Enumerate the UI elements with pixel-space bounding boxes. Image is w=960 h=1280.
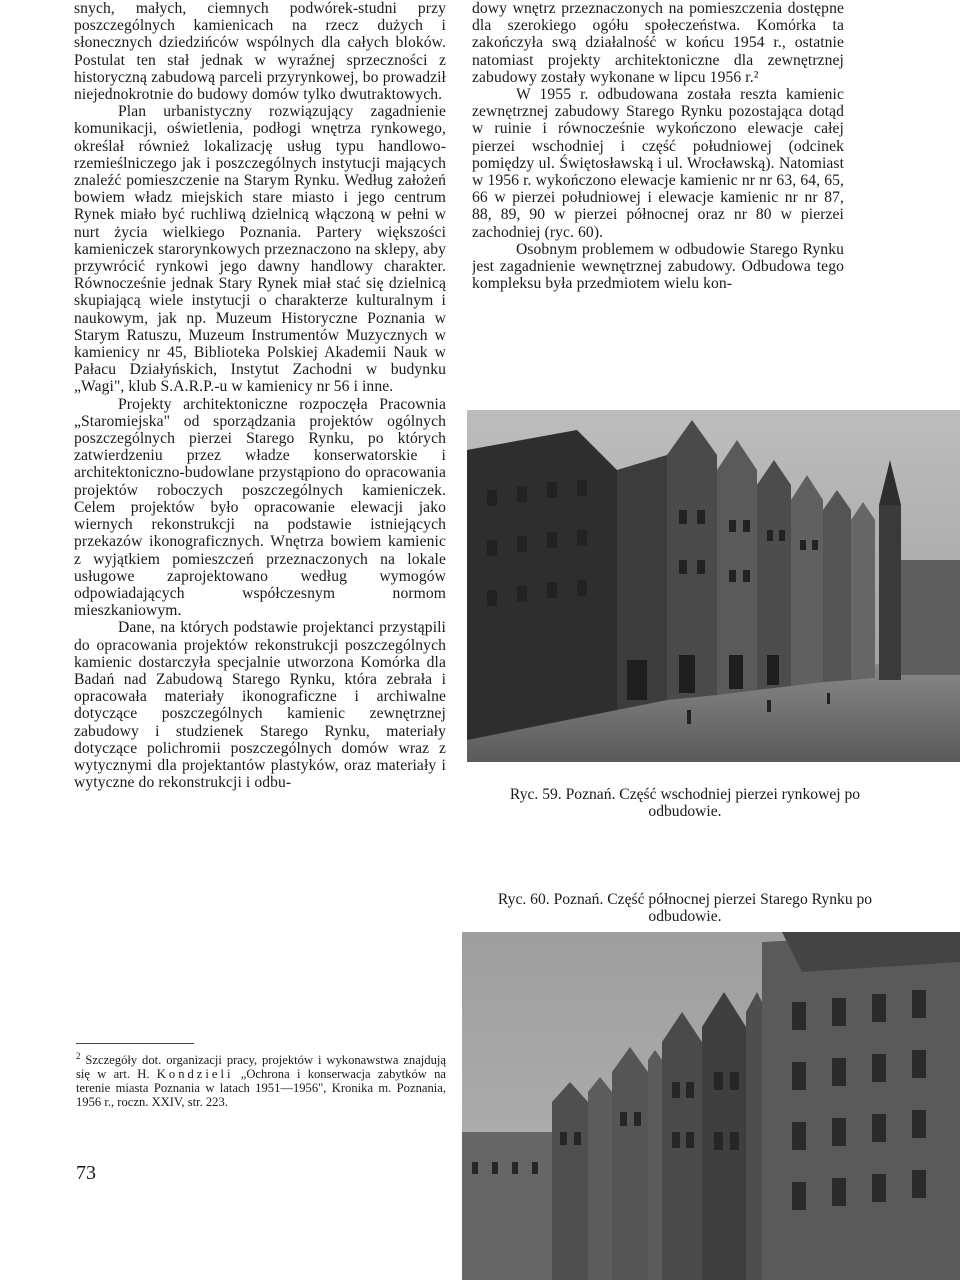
figure-59-caption: Ryc. 59. Poznań. Część wschodniej pierzei rynkowej po odbudowie. xyxy=(509,786,861,821)
figure-60-photo xyxy=(462,932,960,1280)
right-text-column xyxy=(472,0,844,400)
figure-60-caption: Ryc. 60. Poznań. Część północnej pierzei Starego Rynku po odbudowie. xyxy=(497,891,873,926)
right-paragraph-3: Osobnym problemem w odbudowie Starego Rynku jest zagadnienie wewnętrznej zabudowy. Odbudowa tego kompleksu była przedmiotem wielu kon- xyxy=(472,240,844,293)
left-paragraph-1: snych, małych, ciemnych podwórek-studni przy poszczególnych kamienicach na rzecz dużych i słonecznych dziedzińców wspólnych dla całych bloków. Postulat ten stał jednak w wyraźnej sprzeczności z historyczną zabudową parceli przyrynkowej, bo prowadził niejednokrotnie do budowy domów tylko dwutraktowych. xyxy=(74,0,446,104)
page-number: 73 xyxy=(76,1162,96,1184)
north-frontage-photo-image xyxy=(462,932,960,1280)
footnote-divider xyxy=(76,1043,194,1044)
right-paragraph-2: W 1955 r. odbudowana została reszta kamienic zewnętrznej zabudowy Starego Rynku pozostająca dotąd w ruinie i równocześnie wykończono elewacje całej pierzei wschodniej i część południowej (odcinek pomiędzy ul. Świętosławską i ul. Wrocławską). Natomiast w 1956 r. wykończono elewacje kamienic nr nr 63, 64, 65, 66 w pierzei południowej i elewacje kamienic nr nr 87, 88, 89, 90 w pierzei północnej oraz nr 80 w pierzei zachodniej (ryc. 60). xyxy=(472,86,844,241)
footnote-text-before: Szczegóły dot. organizacji pracy, projektów i wykonawstwa znajdują się w art. H. xyxy=(76,1053,446,1081)
left-paragraph-3: Projekty architektoniczne rozpoczęła Pracownia „Staromiejska" od sporządzania projektów ogólnych poszczególnych pierzei Starego Rynku, po których zatwierdzeniu przez władze konserwatorskie i architektoniczno-budowlane przystąpiono do opracowania projektów roboczych poszczególnych kamieniczek. Celem projektów było opracowanie elewacji jako wiernych rekonstrukcji na podstawie istniejących przekazów ikonograficznych. Wnętrza bowiem kamienic z wyjątkiem pomieszczeń przeznaczonych na lokale usługowe zaprojektowano według wymogów odpowiadających współczesnym normom mieszkaniowym. xyxy=(74,395,446,620)
east-frontage-photo-image xyxy=(467,410,960,762)
footnote-text-after: „Ochrona i konserwacja zabytków na terenie miasta Poznania w latach 1951—1956", Kronika m. Poznania, 1956 r., roczn. XXIV, str. 223. xyxy=(76,1066,446,1109)
right-paragraph-1: dowy wnętrz przeznaczonych na pomieszczenia dostępne dla szerokiego ogółu społeczeństwa. Komórka ta zakończyła swą działalność w końcu 1954 r., ostatnie natomiast projekty architektoniczne dla zewnętrznej zabudowy zostały wykonane w lipcu 1956 r.² xyxy=(472,0,844,86)
footnote-marker: 2 xyxy=(76,1051,81,1061)
left-text-column xyxy=(74,0,446,1040)
footnote-author: Kondzieli xyxy=(156,1066,234,1081)
left-paragraph-4: Dane, na których podstawie projektanci przystąpili do opracowania projektów rekonstrukcji poszczególnych kamienic dostarczyła specjalnie utworzona Komórka dla Badań nad Zabudową Starego Rynku, która zebrała i opracowała materiały ikonograficzne i archiwalne dotyczące poszczególnych kamienic zewnętrznej zabudowy i studzienek Starego Rynku, materiały dotyczące polichromii poszczególnych domów wraz z wytycznymi dla projektantów plastyków, oraz materiały i wytyczne do rekonstrukcji i odbu- xyxy=(74,619,446,792)
figure-59-photo xyxy=(467,410,960,762)
left-paragraph-2: Plan urbanistyczny rozwiązujący zagadnienie komunikacji, oświetlenia, podłogi wnętrza rynkowego, określał również lokalizację usług typu handlowo-rzemieślniczego jak i poszczególnych instytucji mających znaleźć pomieszczenie na Starym Rynku. Według założeń bowiem władz miejskich stare miasto i jego centrum Rynek miało być ruchliwą dzielnicą włączoną w pełni w nurt życia wielkiego Poznania. Partery większości kamieniczek starorynkowych przeznaczono na sklepy, aby przywrócić rynkowi jego dawny handlowy charakter. Równocześnie jednak Stary Rynek miał stać się dzielnicą skupiającą wiele instytucji o charakterze kulturalnym i naukowym, jak np. Muzeum Historyczne Poznania w Starym Ratuszu, Muzeum Instrumentów Muzycznych w kamienicy nr 45, Biblioteka Polskiej Akademii Nauk w Pałacu Działyńskich, Instytut Zachodni w budynku „Wagi", klub S.A.R.P.-u w kamienicy nr 56 i inne. xyxy=(74,103,446,396)
footnote xyxy=(76,1050,446,1109)
